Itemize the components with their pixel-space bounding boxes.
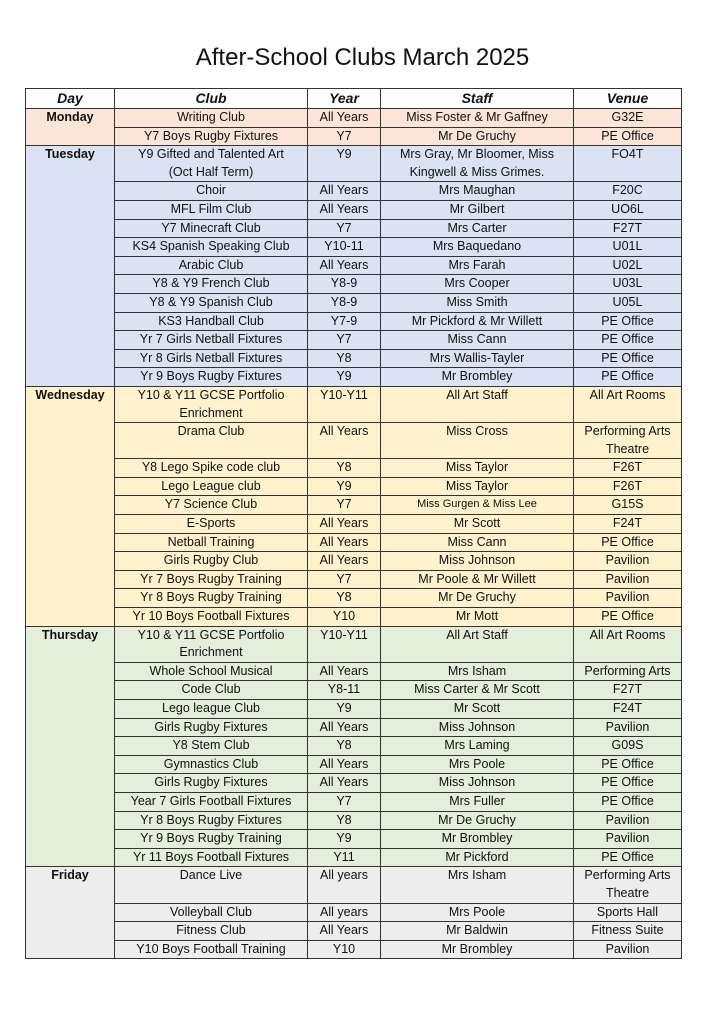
table-row [26,109,682,128]
venue-cell: Pavilion [574,570,682,589]
staff-cell: Mrs Carter [381,219,574,238]
day-cell: Thursday [26,626,115,867]
staff-cell: Mr De Gruchy [381,589,574,608]
year-cell: Y10-Y11 [308,626,381,662]
year-cell: Y8 [308,737,381,756]
year-cell: Y7 [308,219,381,238]
club-cell: MFL Film Club [115,200,308,219]
club-cell: Yr 8 Boys Rugby Training [115,589,308,608]
table-row [26,238,682,257]
club-cell: Year 7 Girls Football Fixtures [115,792,308,811]
year-cell: Y10-Y11 [308,386,381,422]
table-row [26,368,682,387]
club-cell: Yr 8 Girls Netball Fixtures [115,349,308,368]
table-row [26,755,682,774]
table-row [26,256,682,275]
club-cell: Y7 Science Club [115,496,308,515]
club-cell: Writing Club [115,109,308,128]
staff-cell: Mrs Isham [381,867,574,903]
venue-cell: Fitness Suite [574,922,682,941]
club-cell: Y8 & Y9 Spanish Club [115,293,308,312]
year-cell: Y7 [308,570,381,589]
staff-cell: Mr Poole & Mr Willett [381,570,574,589]
table-row [26,848,682,867]
club-cell: Y7 Boys Rugby Fixtures [115,127,308,146]
table-row [26,626,682,662]
staff-cell: Mrs Maughan [381,182,574,201]
venue-cell: PE Office [574,608,682,627]
staff-cell: Mrs Fuller [381,792,574,811]
staff-cell: Mr Scott [381,515,574,534]
club-cell: Girls Rugby Fixtures [115,718,308,737]
table-row [26,477,682,496]
table-row [26,867,682,903]
staff-cell: All Art Staff [381,626,574,662]
staff-cell: Mr Gilbert [381,200,574,219]
staff-cell: Miss Cann [381,533,574,552]
venue-cell: F24T [574,700,682,719]
club-cell: Y8 Lego Spike code club [115,459,308,478]
venue-cell: F20C [574,182,682,201]
year-cell: Y10 [308,608,381,627]
club-cell: Y9 Gifted and Talented Art (Oct Half Term) [115,146,308,182]
staff-cell: Mr Pickford & Mr Willett [381,312,574,331]
year-cell: Y7 [308,127,381,146]
table-row [26,737,682,756]
venue-cell: Pavilion [574,718,682,737]
year-cell: Y8-9 [308,293,381,312]
venue-cell: Pavilion [574,830,682,849]
staff-cell: Miss Cross [381,423,574,459]
staff-cell: Miss Carter & Mr Scott [381,681,574,700]
year-cell: All years [308,867,381,903]
venue-cell: Sports Hall [574,903,682,922]
table-row [26,496,682,515]
club-cell: Y8 Stem Club [115,737,308,756]
venue-cell: Pavilion [574,552,682,571]
year-cell: Y7 [308,331,381,350]
year-cell: Y9 [308,700,381,719]
table-row [26,570,682,589]
table-row [26,386,682,422]
venue-cell: PE Office [574,848,682,867]
venue-cell: PE Office [574,533,682,552]
club-cell: E-Sports [115,515,308,534]
club-cell: Yr 8 Boys Rugby Fixtures [115,811,308,830]
venue-cell: F27T [574,681,682,700]
year-cell: All Years [308,755,381,774]
year-cell: Y8 [308,811,381,830]
year-cell: Y8-9 [308,275,381,294]
header-year: Year [308,89,381,109]
day-cell: Friday [26,867,115,959]
venue-cell: Pavilion [574,940,682,959]
venue-cell: UO6L [574,200,682,219]
club-cell: Volleyball Club [115,903,308,922]
venue-cell: F27T [574,219,682,238]
year-cell: Y9 [308,146,381,182]
club-cell: Yr 7 Boys Rugby Training [115,570,308,589]
table-row [26,146,682,182]
club-cell: Yr 9 Boys Rugby Fixtures [115,368,308,387]
staff-cell: Mrs Cooper [381,275,574,294]
club-cell: Girls Rugby Club [115,552,308,571]
staff-cell: Mrs Baquedano [381,238,574,257]
table-row [26,830,682,849]
staff-cell: Mr Brombley [381,830,574,849]
year-cell: Y9 [308,368,381,387]
year-cell: All Years [308,256,381,275]
table-body [26,109,682,959]
club-cell: Whole School Musical [115,662,308,681]
venue-cell: G09S [574,737,682,756]
header-club: Club [115,89,308,109]
year-cell: Y9 [308,477,381,496]
venue-cell: U03L [574,275,682,294]
staff-cell: Mr De Gruchy [381,127,574,146]
year-cell: All years [308,903,381,922]
club-cell: KS3 Handball Club [115,312,308,331]
year-cell: All Years [308,200,381,219]
year-cell: All Years [308,922,381,941]
club-cell: Code Club [115,681,308,700]
club-cell: Lego league Club [115,700,308,719]
year-cell: All Years [308,515,381,534]
venue-cell: PE Office [574,755,682,774]
staff-cell: Mrs Poole [381,903,574,922]
club-cell: Gymnastics Club [115,755,308,774]
staff-cell: Miss Johnson [381,774,574,793]
table-row [26,200,682,219]
staff-cell: Miss Taylor [381,477,574,496]
staff-cell: Mr Brombley [381,368,574,387]
club-cell: Yr 7 Girls Netball Fixtures [115,331,308,350]
venue-cell: PE Office [574,349,682,368]
year-cell: Y8-11 [308,681,381,700]
table-row [26,219,682,238]
club-cell: Y10 & Y11 GCSE Portfolio Enrichment [115,386,308,422]
year-cell: Y8 [308,459,381,478]
club-cell: Y10 Boys Football Training [115,940,308,959]
year-cell: All Years [308,718,381,737]
year-cell: All Years [308,774,381,793]
table-row [26,182,682,201]
page-title: After-School Clubs March 2025 [195,44,530,71]
header-venue: Venue [574,89,682,109]
staff-cell: Mrs Laming [381,737,574,756]
venue-cell: FO4T [574,146,682,182]
table-row [26,811,682,830]
club-cell: Y7 Minecraft Club [115,219,308,238]
club-cell: Drama Club [115,423,308,459]
staff-cell: Mrs Farah [381,256,574,275]
year-cell: All Years [308,182,381,201]
staff-cell: Mrs Isham [381,662,574,681]
header-staff: Staff [381,89,574,109]
table-row [26,792,682,811]
table-row [26,515,682,534]
table-row [26,774,682,793]
venue-cell: PE Office [574,127,682,146]
year-cell: Y7 [308,496,381,515]
year-cell: All Years [308,109,381,128]
venue-cell: F26T [574,459,682,478]
staff-cell: Mr Mott [381,608,574,627]
table-row [26,127,682,146]
table-row [26,940,682,959]
year-cell: Y9 [308,830,381,849]
year-cell: All Years [308,533,381,552]
staff-cell: Mr De Gruchy [381,811,574,830]
table-row [26,552,682,571]
venue-cell: U02L [574,256,682,275]
club-cell: KS4 Spanish Speaking Club [115,238,308,257]
year-cell: Y10-11 [308,238,381,257]
venue-cell: PE Office [574,368,682,387]
club-cell: Choir [115,182,308,201]
club-cell: Yr 11 Boys Football Fixtures [115,848,308,867]
venue-cell: Performing Arts Theatre [574,867,682,903]
club-cell: Yr 9 Boys Rugby Training [115,830,308,849]
year-cell: Y10 [308,940,381,959]
club-cell: Fitness Club [115,922,308,941]
year-cell: All Years [308,552,381,571]
staff-cell: Mr Brombley [381,940,574,959]
staff-cell: Mrs Poole [381,755,574,774]
venue-cell: PE Office [574,331,682,350]
club-cell: Lego League club [115,477,308,496]
table-row [26,903,682,922]
staff-cell: Mr Baldwin [381,922,574,941]
table-row [26,312,682,331]
table-row [26,459,682,478]
table-row [26,349,682,368]
venue-cell: U01L [574,238,682,257]
venue-cell: U05L [574,293,682,312]
table-row [26,700,682,719]
year-cell: Y8 [308,589,381,608]
clubs-table [25,88,682,959]
venue-cell: All Art Rooms [574,386,682,422]
venue-cell: F24T [574,515,682,534]
staff-cell: Mrs Wallis-Tayler [381,349,574,368]
table-row [26,718,682,737]
table-row [26,922,682,941]
staff-cell: All Art Staff [381,386,574,422]
table-row [26,589,682,608]
day-cell: Monday [26,109,115,146]
venue-cell: Pavilion [574,589,682,608]
venue-cell: PE Office [574,312,682,331]
day-cell: Tuesday [26,146,115,387]
table-row [26,423,682,459]
year-cell: Y7 [308,792,381,811]
staff-cell: Miss Smith [381,293,574,312]
club-cell: Girls Rugby Fixtures [115,774,308,793]
table-row [26,533,682,552]
club-cell: Y8 & Y9 French Club [115,275,308,294]
table-row [26,275,682,294]
venue-cell: All Art Rooms [574,626,682,662]
staff-cell: Miss Cann [381,331,574,350]
staff-cell: Miss Taylor [381,459,574,478]
staff-cell: Mr Pickford [381,848,574,867]
year-cell: Y7-9 [308,312,381,331]
header-row [26,89,682,109]
table-row [26,681,682,700]
table-row [26,293,682,312]
staff-cell: Mr Scott [381,700,574,719]
year-cell: Y11 [308,848,381,867]
venue-cell: G15S [574,496,682,515]
staff-cell: Mrs Gray, Mr Bloomer, Miss Kingwell & Miss Grimes. [381,146,574,182]
staff-cell: Miss Johnson [381,718,574,737]
staff-cell: Miss Johnson [381,552,574,571]
year-cell: All Years [308,423,381,459]
club-cell: Dance Live [115,867,308,903]
table-row [26,662,682,681]
venue-cell: G32E [574,109,682,128]
year-cell: All Years [308,662,381,681]
day-cell: Wednesday [26,386,115,626]
venue-cell: Pavilion [574,811,682,830]
venue-cell: Performing Arts [574,662,682,681]
club-cell: Y10 & Y11 GCSE Portfolio Enrichment [115,626,308,662]
venue-cell: PE Office [574,774,682,793]
venue-cell: PE Office [574,792,682,811]
club-cell: Yr 10 Boys Football Fixtures [115,608,308,627]
club-cell: Netball Training [115,533,308,552]
staff-cell: Miss Gurgen & Miss Lee [381,496,574,515]
year-cell: Y8 [308,349,381,368]
club-cell: Arabic Club [115,256,308,275]
venue-cell: F26T [574,477,682,496]
table-row [26,608,682,627]
table-row [26,331,682,350]
header-day: Day [26,89,115,109]
venue-cell: Performing Arts Theatre [574,423,682,459]
staff-cell: Miss Foster & Mr Gaffney [381,109,574,128]
